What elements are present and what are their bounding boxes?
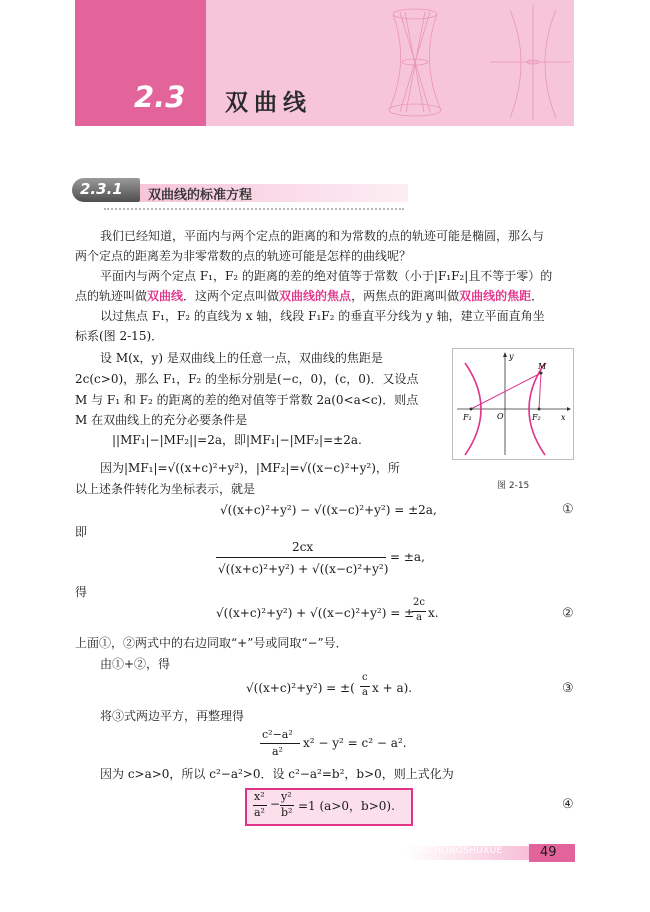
definition-line xyxy=(75,286,543,307)
text-span: 点的轨迹叫做 xyxy=(75,289,148,303)
eq2-tail: x. xyxy=(428,606,439,620)
eq4-tail: =1 (a>0，b>0). xyxy=(298,799,395,813)
text-line: 以上述条件转化为坐标表示，就是 xyxy=(75,482,256,496)
equation-1: √((x+c)²+y²) − √((x−c)²+y²) = ±2a, xyxy=(220,503,437,517)
eq2-frac-num: 2c xyxy=(413,597,425,608)
equation-2 xyxy=(216,606,414,620)
text-line: 由①+②，得 xyxy=(100,657,171,671)
text-line: 以过焦点 F₁，F₂ 的直线为 x 轴，线段 F₁F₂ 的垂直平分线为 y 轴，建立平面直角坐 xyxy=(100,309,545,323)
equation-3-lhs: √((x+c)²+y²) = ±( xyxy=(246,681,355,695)
text-line: 平面内与两个定点 F₁，F₂ 的距离的差的绝对值等于常数（小于|F₁F₂|且不等于零）的 xyxy=(100,269,553,283)
segment-MF1 xyxy=(471,373,541,409)
text-line: 上面①，②两式中的右边同取“+”号或同取“−”号． xyxy=(75,636,348,650)
condition-formula: ||MF₁|−|MF₂||=2a，即|MF₁|−|MF₂|=±2a. xyxy=(112,433,362,447)
label-O: O xyxy=(497,412,504,421)
text-line: 标系(图 2-15)． xyxy=(75,329,164,343)
focus-F1-point xyxy=(470,408,473,411)
eq3-frac-num: c xyxy=(362,672,368,683)
text-span: ，两焦点的距离叫做 xyxy=(351,289,460,303)
label-M: M xyxy=(538,362,547,371)
label-x: x xyxy=(561,413,566,422)
equation-number-3: ③ xyxy=(562,681,574,696)
text-span: ． xyxy=(531,289,544,303)
x-axis-arrow xyxy=(567,407,571,411)
text-line: 因为|MF₁|=√((x+c)²+y²)，|MF₂|=√((x−c)²+y²)，所 xyxy=(100,461,400,475)
label-F1: F₁ xyxy=(463,413,472,422)
term-focal-distance: 双曲线的焦距 xyxy=(459,289,532,303)
text-line: 将③式两边平方，再整理得 xyxy=(100,709,245,723)
text-line: M 与 F₁ 和 F₂ 的距离的差的绝对值等于常数 2a(0<a<c)．则点 xyxy=(75,393,419,407)
figure-hyperbola xyxy=(452,348,574,460)
text-de: 得 xyxy=(75,585,88,599)
eq-sq-tail: x² − y² = c² − a². xyxy=(303,736,407,750)
term-foci: 双曲线的焦点 xyxy=(279,289,352,303)
text-ji: 即 xyxy=(75,525,88,539)
label-F2: F₂ xyxy=(532,413,541,422)
fraction-bar xyxy=(216,557,386,558)
equation-2-lhs: √((x+c)²+y²) + √((x−c)²+y²) = ± xyxy=(216,606,415,620)
subsection-number: 2.3.1 xyxy=(80,180,123,198)
dotted-divider xyxy=(104,208,404,210)
hyperboloid-illustration xyxy=(360,0,570,126)
equation-number-2: ② xyxy=(562,606,574,621)
eq3-tail: x + a). xyxy=(372,681,413,695)
eq3-frac-den: a xyxy=(362,687,368,698)
focus-F2-point xyxy=(538,408,541,411)
term-hyperbola: 双曲线 xyxy=(147,289,184,303)
equation-number-4: ④ xyxy=(562,797,574,812)
text-span: ．这两个定点叫做 xyxy=(183,289,280,303)
eq4-den-2: b² xyxy=(281,806,293,819)
eq4-minus: − xyxy=(270,797,281,811)
text-line: 2c(c>0)，那么 F₁，F₂ 的坐标分别是(−c，0)，(c，0)．又设点 xyxy=(75,372,419,386)
section-title: 双曲线 xyxy=(225,89,312,116)
text-line: 设 M(x，y) 是双曲线上的任意一点，双曲线的焦距是 xyxy=(100,351,383,365)
footer-running-text: GAOZHONGSHUXUE xyxy=(407,846,503,856)
eq4-den-1: a² xyxy=(254,806,265,819)
eq-sq-bar xyxy=(260,743,300,744)
fraction-numerator: 2cx xyxy=(292,540,314,554)
eq2-frac-den: a xyxy=(416,612,422,623)
page-number: 49 xyxy=(540,845,557,860)
y-axis-arrow xyxy=(503,352,507,357)
point-M xyxy=(540,372,543,375)
text-line: 我们已经知道，平面内与两个定点的距离的和为常数的点的轨迹可能是椭圆，那么与 xyxy=(100,229,545,243)
fraction-denominator: √((x+c)²+y²) + √((x−c)²+y²) xyxy=(218,562,389,576)
eq-sq-num: c²−a² xyxy=(262,728,293,741)
section-number: 2.3 xyxy=(134,80,186,114)
text-line: 因为 c>a>0，所以 c²−a²>0．设 c²−a²=b²，b>0，则上式化为 xyxy=(100,767,454,781)
eq4-num-1: x² xyxy=(254,790,265,803)
fraction-rhs: = ±a, xyxy=(390,550,425,564)
equation-number-1: ① xyxy=(562,502,574,517)
subsection-title: 双曲线的标准方程 xyxy=(148,188,253,203)
label-y: y xyxy=(509,352,514,361)
figure-caption: 图 2-15 xyxy=(497,481,530,491)
segment-MF2 xyxy=(539,373,541,409)
eq4-num-2: y² xyxy=(281,790,292,803)
text-line: M 在双曲线上的充分必要条件是 xyxy=(75,413,248,427)
eq-sq-den: a² xyxy=(272,745,283,758)
text-line: 两个定点的距离差为非零常数的点的轨迹可能是怎样的曲线呢？ xyxy=(75,249,412,263)
